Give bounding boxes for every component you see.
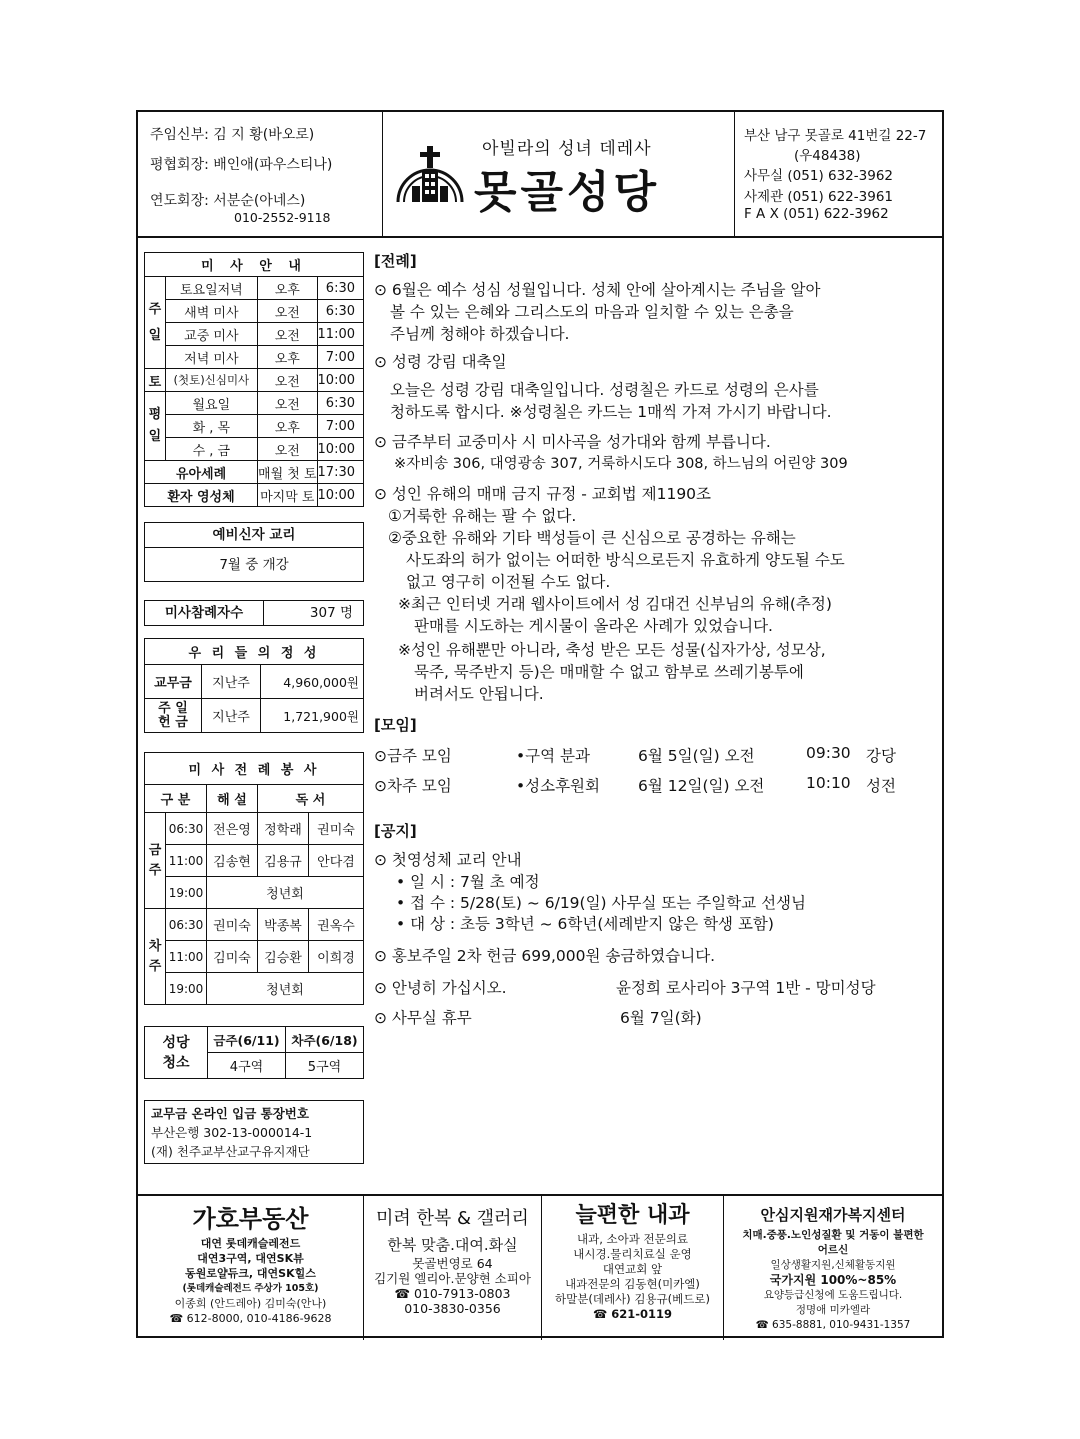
notice-promo: ⊙ 홍보주일 2차 헌금 699,000원 송금하였습니다. — [374, 947, 716, 965]
address: 부산 남구 못골로 41번길 22-7 — [744, 128, 927, 144]
pastor: 주임신부: 김 지 황(바오로) — [150, 127, 315, 143]
ad-line: ☎ 612-8000, 010-4186-9628 — [169, 1312, 332, 1325]
offering-label-line: 헌 금 — [158, 714, 188, 730]
cleaning-table — [144, 1026, 364, 1079]
liturgy-line: 버려서도 안됩니다. — [414, 685, 544, 703]
notice-office-closed-label: ⊙ 사무실 휴무 — [374, 1009, 472, 1027]
server-time: 06:30 — [166, 909, 207, 941]
offering-amount: 1,721,900원 — [261, 699, 364, 733]
liturgy-line: ⊙ 금주부터 교중미사 시 미사곡을 성가대와 함께 부릅니다. — [374, 433, 771, 451]
mass-name: 화 , 목 — [165, 415, 257, 438]
liturgy-line: 묵주, 묵주반지 등)은 매매할 수 없고 함부로 쓰레기봉투에 — [414, 663, 804, 681]
church-logo-icon — [394, 142, 466, 204]
liturgy-line: 주님께 청해야 하겠습니다. — [390, 325, 570, 343]
ad-line: 하말분(데레사) 김용규(베드로) — [555, 1292, 710, 1306]
account-holder: (재) 천주교부산교구유지재단 — [151, 1144, 310, 1159]
ads-strip — [138, 1194, 942, 1340]
infant-baptism-time: 17:30 — [317, 461, 363, 484]
ad-title: 안심지원재가복지센터 — [760, 1206, 906, 1224]
liturgy-line: 볼 수 있는 은혜와 그리스도의 마음과 일치할 수 있는 은총을 — [390, 303, 794, 321]
ad-line: 내시경.물리치료실 운영 — [573, 1247, 692, 1261]
mass-time: 10:00 — [317, 438, 363, 461]
title-block — [382, 112, 735, 236]
account-number: 부산은행 302-13-000014-1 — [151, 1125, 313, 1140]
meeting-label: ⊙차주 모임 — [374, 777, 452, 795]
patron-saint: 아빌라의 성녀 데레사 — [482, 139, 652, 159]
mass-time: 6:30 — [317, 300, 363, 323]
offering-amount: 4,960,000원 — [261, 665, 364, 699]
server-youth: 청년회 — [207, 973, 364, 1005]
ad-line: 010-3830-0356 — [404, 1301, 501, 1316]
mass-ampm: 오후 — [258, 415, 318, 438]
servers-header-division: 구 분 — [145, 785, 207, 813]
ad-line: 요양등급신청에 도움드립니다. — [763, 1289, 903, 1301]
liturgy-line: ⊙ 6월은 예수 성심 성월입니다. 성체 안에 살아계시는 주님을 알아 — [374, 281, 821, 299]
notice-office-closed-value: 6월 7일(화) — [620, 1009, 702, 1027]
ad-clinic — [542, 1196, 724, 1340]
meeting-name: •성소후원회 — [516, 777, 601, 795]
ad-real-estate — [138, 1196, 364, 1340]
meeting-name: •구역 분과 — [516, 747, 590, 765]
notice-communion-line: • 대 상 : 초등 3학년 ~ 6학년(세례받지 않은 학생 포함) — [396, 915, 774, 933]
mass-ampm: 오전 — [258, 438, 318, 461]
server-commentary: 김미숙 — [207, 941, 258, 973]
notice-communion-title: ⊙ 첫영성체 교리 안내 — [374, 851, 522, 869]
offering-label-line: 주 일 — [158, 700, 188, 716]
server-reader: 이희경 — [309, 941, 364, 973]
ad-line: 김기원 엘리아.문양현 소피아 — [374, 1271, 531, 1286]
this-week-label: 금주 — [145, 813, 166, 909]
attendance-value: 307 명 — [309, 605, 353, 621]
mass-ampm: 오후 — [258, 346, 318, 369]
server-reader: 김승환 — [258, 941, 309, 973]
sick-communion-label: 환자 영성체 — [145, 484, 258, 507]
mass-name: 새벽 미사 — [165, 300, 257, 323]
cleaning-next-week: 차주(6/18) — [286, 1027, 364, 1053]
server-reader: 안다겸 — [309, 845, 364, 877]
servers-title: 미 사 전 례 봉 사 — [145, 753, 364, 785]
account-box — [144, 1100, 364, 1164]
server-time: 06:30 — [166, 813, 207, 845]
server-reader: 권미숙 — [309, 813, 364, 845]
notice-farewell-value: 윤정희 로사리아 3구역 1반 - 망미성당 — [616, 979, 876, 997]
parish-name: 못골성당 — [474, 167, 661, 218]
offering-label: 교무금 — [145, 665, 202, 699]
ad-line: 일상생활지원,신체활동지원 — [770, 1259, 896, 1271]
fax: F A X (051) 622-3962 — [744, 206, 889, 222]
mass-ampm: 오후 — [258, 277, 318, 300]
notice-communion-line: • 접 수 : 5/28(토) ~ 6/19(일) 사무실 또는 주일학교 선생님 — [396, 894, 806, 912]
server-commentary: 권미숙 — [207, 909, 258, 941]
liturgy-line: 판매를 시도하는 게시물이 올라온 사례가 있었습니다. — [414, 617, 773, 635]
saturday-label: 토 — [145, 369, 166, 392]
cleaning-next-value: 5구역 — [286, 1053, 364, 1079]
server-reader: 권옥수 — [309, 909, 364, 941]
mass-time: 6:30 — [317, 392, 363, 415]
server-time: 19:00 — [166, 877, 207, 909]
offering-period: 지난주 — [202, 665, 261, 699]
header — [138, 112, 942, 238]
postcode: (우48438) — [794, 148, 861, 164]
ad-line: ☎ 621-0119 — [592, 1307, 673, 1321]
catechumen-box — [144, 522, 364, 582]
server-reader: 박종복 — [258, 909, 309, 941]
mass-ampm: 오전 — [258, 369, 318, 392]
server-reader: 정학래 — [258, 813, 309, 845]
liturgy-line: 없고 영구히 이전될 수도 없다. — [406, 573, 611, 591]
mass-time: 7:00 — [317, 346, 363, 369]
council-head: 평협회장: 배인애(파우스티나) — [150, 157, 333, 173]
server-commentary: 전은영 — [207, 813, 258, 845]
liturgy-line: ⊙ 성령 강림 대축일 — [374, 353, 507, 371]
mass-ampm: 오전 — [258, 323, 318, 346]
ad-line: 국가지원 100%~85% — [769, 1273, 897, 1287]
liturgy-line: 오늘은 성령 강림 대축일입니다. 성령칠은 카드로 성령의 은사를 — [390, 381, 819, 399]
ad-line: 대연3구역, 대연SK뷰 — [197, 1252, 304, 1265]
mass-time: 11:00 — [317, 323, 363, 346]
mass-name: 토요일저녁 — [165, 277, 257, 300]
attendance-label: 미사참례자수 — [145, 601, 264, 625]
ad-line: 한복 맞춤.대여.화실 — [387, 1236, 518, 1254]
server-reader: 김용규 — [258, 845, 309, 877]
infant-baptism-when: 매월 첫 토 — [258, 461, 318, 484]
ad-line: 내과, 소아과 전문의료 — [577, 1232, 688, 1246]
liturgy-line: ①거룩한 유해는 팔 수 없다. — [388, 507, 577, 525]
server-commentary: 김송현 — [207, 845, 258, 877]
meeting-place: 성전 — [866, 777, 896, 795]
meeting-label: ⊙금주 모임 — [374, 747, 452, 765]
ad-line: 내과전문의 김동현(미카엘) — [565, 1277, 700, 1291]
offering-title: 우 리 들 의 정 성 — [145, 639, 364, 665]
server-time: 11:00 — [166, 941, 207, 973]
mass-name: 저녁 미사 — [165, 346, 257, 369]
meeting-date: 6월 5일(일) 오전 — [638, 747, 755, 765]
meeting-time: 10:10 — [806, 774, 851, 792]
meeting-place: 강당 — [866, 747, 896, 765]
next-week-label: 차주 — [145, 909, 166, 1005]
clergy-info — [138, 112, 383, 236]
contact-info — [734, 112, 942, 236]
ad-hanbok-gallery — [364, 1196, 542, 1340]
ad-line: 이종희 (안드레아) 김미숙(안나) — [174, 1297, 327, 1310]
sick-communion-time: 10:00 — [317, 484, 363, 507]
liturgy-line: ⊙ 성인 유해의 매매 금지 규정 - 교회법 제1190조 — [374, 485, 712, 503]
ad-line: 대연교회 앞 — [602, 1262, 663, 1276]
ad-line: 동원로얄듀크, 대연SK힐스 — [185, 1267, 316, 1280]
mass-time: 10:00 — [317, 369, 363, 392]
mass-ampm: 오전 — [258, 392, 318, 415]
offering-table — [144, 638, 364, 733]
server-time: 11:00 — [166, 845, 207, 877]
office-phone: 사무실 (051) 632-3962 — [744, 168, 894, 184]
cleaning-this-value: 4구역 — [208, 1053, 286, 1079]
ad-line: 대연 롯데캐슬레전드 — [200, 1237, 301, 1250]
offering-period: 지난주 — [202, 699, 261, 733]
ad-line: ☎ 635-8881, 010-9431-1357 — [755, 1319, 911, 1331]
meetings-heading: [모임] — [374, 716, 417, 734]
server-youth: 청년회 — [207, 877, 364, 909]
ad-line: 정명애 미카엘라 — [795, 1304, 871, 1316]
liturgy-line: ※성인 유해뿐만 아니라, 축성 받은 모든 성물(십자가상, 성모상, — [398, 641, 826, 659]
server-time: 19:00 — [166, 973, 207, 1005]
mass-schedule-table — [144, 252, 364, 507]
catechumen-title: 예비신자 교리 — [145, 523, 363, 548]
notice-communion-line: • 일 시 : 7월 초 예정 — [396, 873, 540, 891]
sick-communion-when: 마지막 토 — [258, 484, 318, 507]
mass-name: (첫토)신심미사 — [165, 369, 257, 392]
liturgy-heading: [전례] — [374, 252, 417, 270]
ad-line: 못골번영로 64 — [412, 1256, 493, 1271]
notices-heading: [공지] — [374, 822, 417, 840]
mass-name: 교중 미사 — [165, 323, 257, 346]
mass-ampm: 오전 — [258, 300, 318, 323]
weekday-label: 평일 — [145, 392, 166, 461]
servers-header-reading: 독 서 — [258, 785, 364, 813]
ad-line: 치매.중풍.노인성질환 및 거동이 불편한 — [742, 1229, 924, 1241]
catechumen-value: 7월 중 개강 — [219, 557, 289, 573]
offering-label — [145, 699, 202, 733]
ad-title: 미려 한복 & 갤러리 — [376, 1208, 529, 1229]
liturgy-line: 사도좌의 허가 없이는 어떠한 방식으로든지 유효하게 양도될 수도 — [406, 551, 845, 569]
meeting-date: 6월 12일(일) 오전 — [638, 777, 765, 795]
mass-name: 수 , 금 — [165, 438, 257, 461]
cleaning-this-week: 금주(6/11) — [208, 1027, 286, 1053]
liturgy-line: ②중요한 유해와 기타 백성들이 큰 신심으로 공경하는 유해는 — [388, 529, 796, 547]
sunday-label: 주일 — [145, 277, 166, 369]
infant-baptism-label: 유아세례 — [145, 461, 258, 484]
mass-time: 6:30 — [317, 277, 363, 300]
ad-line: (롯데캐슬레전드 주상가 105호) — [182, 1283, 319, 1294]
ad-line: ☎ 010-7913-0803 — [394, 1286, 511, 1301]
servers-table — [144, 752, 364, 1005]
rectory-phone: 사제관 (051) 622-3961 — [744, 189, 894, 205]
account-title: 교무금 온라인 입금 통장번호 — [151, 1106, 309, 1121]
cleaning-label-line: 청소 — [162, 1054, 190, 1071]
ad-title: 가호부동산 — [192, 1205, 309, 1233]
meeting-time: 09:30 — [806, 744, 851, 762]
mass-time: 7:00 — [317, 415, 363, 438]
notice-farewell-label: ⊙ 안녕히 가십시오. — [374, 979, 507, 997]
bulletin-page — [136, 110, 944, 1338]
ad-welfare-center — [724, 1196, 942, 1340]
cleaning-label — [145, 1027, 208, 1079]
liturgy-line: ※자비송 306, 대영광송 307, 거룩하시도다 308, 하느님의 어린양 309 — [394, 456, 848, 472]
mass-name: 월요일 — [165, 392, 257, 415]
elder-head: 연도회장: 서분순(아네스) — [150, 193, 306, 209]
liturgy-line: 청하도록 합시다. ※성령칠은 카드는 1매씩 가져 가시기 바랍니다. — [390, 403, 832, 421]
elder-phone: 010-2552-9118 — [234, 210, 331, 225]
ad-title: 늘편한 내과 — [575, 1203, 690, 1228]
attendance-box — [144, 600, 364, 626]
cleaning-label-line: 성당 — [162, 1034, 190, 1051]
ad-line: 어르신 — [817, 1244, 849, 1256]
mass-schedule-title: 미 사 안 내 — [145, 253, 364, 277]
liturgy-line: ※최근 인터넷 거래 웹사이트에서 성 김대건 신부님의 유해(추정) — [398, 595, 832, 613]
servers-header-commentary: 해 설 — [207, 785, 258, 813]
